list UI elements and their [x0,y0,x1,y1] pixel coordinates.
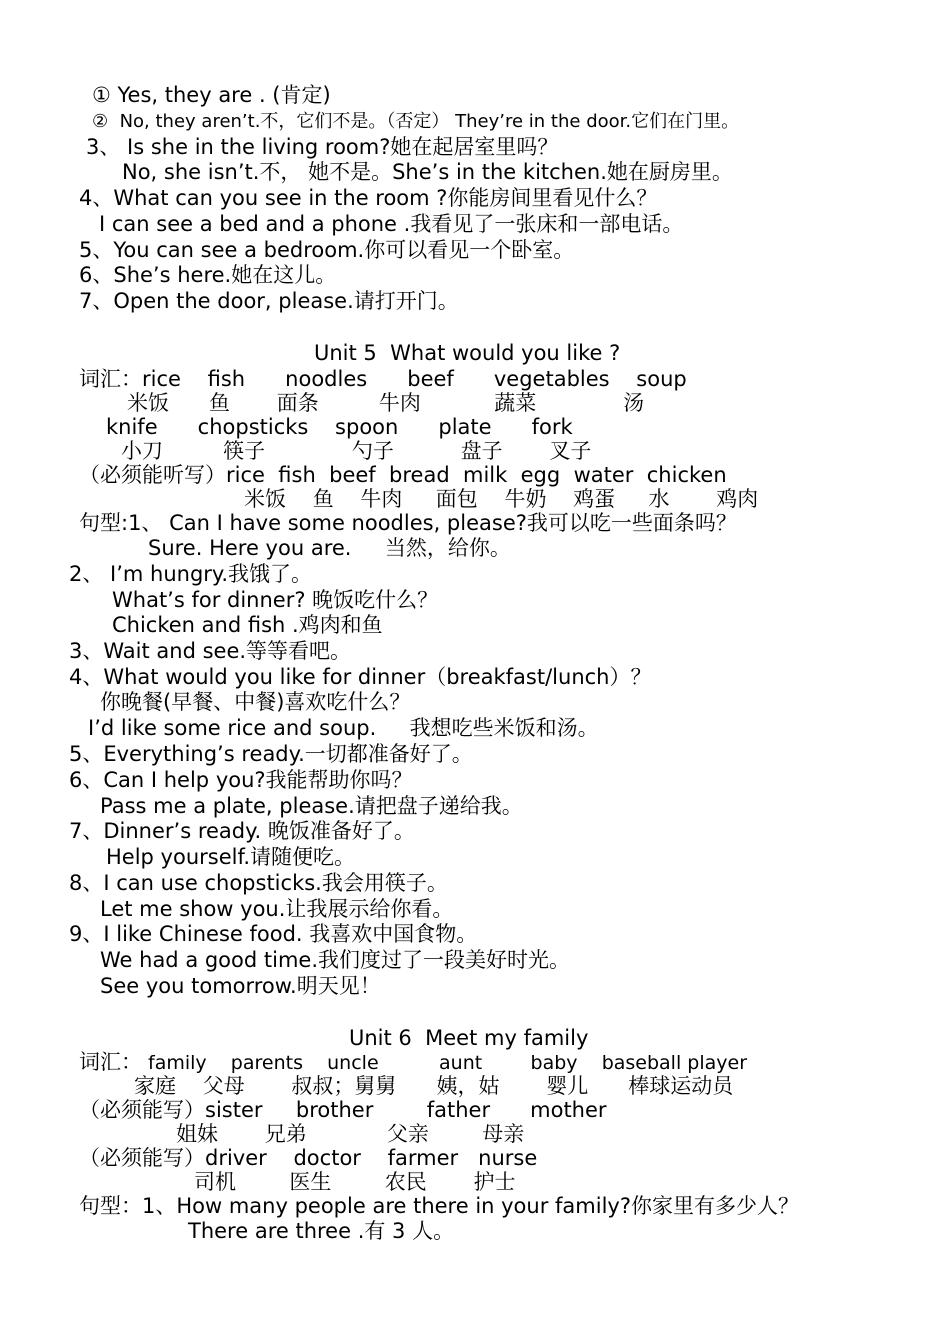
unit5-sentence-4-cn: 你晚餐(早餐、中餐)喜欢吃什么？ [100,690,411,714]
unit6-must-write-1: （必须能写）sister brother father mother [79,1098,607,1122]
sentence-3-answer: No, she isn’t.不， 她不是。She’s in the kitchen.她在厨房里。 [122,160,733,184]
unit6-must-write-2-cn: 司机 医生 农民 护士 [194,1170,516,1194]
unit5-sentence-2-answer: Chicken and fish .鸡肉和鱼 [112,613,383,637]
unit5-sentence-1: 句型:1、 Can I have some noodles, please?我可以吃一些面条吗？ [79,511,737,535]
sentence-4: 4、What can you see in the room ?你能房间里看见什么？ [79,186,658,210]
unit5-sentence-6-answer: Pass me a plate, please.请把盘子递给我。 [100,794,523,818]
unit5-sentence-6: 6、Can I help you?我能帮助你吗？ [69,768,413,792]
unit5-vocab-line-2: knife chopsticks spoon plate fork [106,415,573,439]
unit5-sentence-1-answer: Sure. Here you are. 当然，给你。 [148,536,511,560]
unit6-vocab-cn-1: 家庭 父母 叔叔；舅舅 姨，姑 婴儿 棒球运动员 [134,1074,734,1098]
unit5-vocab-cn-1: 米饭 鱼 面条 牛肉 蔬菜 汤 [127,391,645,415]
unit6-sentence-1-answer: There are three .有 3 人。 [188,1219,455,1243]
sentence-4-answer: I can see a bed and a phone .我看见了一张床和一部电话。 [99,212,684,236]
unit5-dictation-cn: 米饭 鱼 牛肉 面包 牛奶 鸡蛋 水 鸡肉 [244,487,759,511]
unit5-sentence-7-answer: Help yourself.请随便吃。 [106,845,356,869]
unit5-sentence-9-line-2: We had a good time.我们度过了一段美好时光。 [100,948,571,972]
unit5-sentence-5: 5、Everything’s ready.一切都准备好了。 [69,742,473,766]
unit5-vocab-cn-2: 小刀 筷子 勺子 盘子 叉子 [121,439,592,463]
unit5-vocab-line-1: 词汇：rice fish noodles beef vegetables soup [79,367,687,391]
sentence-6: 6、She’s here.她在这儿。 [79,263,337,287]
unit5-title: Unit 5 What would you like ? [314,341,621,365]
unit5-dictation-words: （必须能听写）rice fish beef bread milk egg water chicken [79,463,727,487]
unit6-vocab-line-1: family parents uncle aunt baby baseball player [148,1052,748,1074]
unit6-sentence-1: 句型：1、How many people are there in your family?你家里有多少人？ [79,1194,799,1218]
unit5-sentence-2-question: What’s for dinner? 晚饭吃什么？ [112,588,439,612]
sentence-5: 5、You can see a bedroom.你可以看见一个卧室。 [79,238,575,262]
unit5-sentence-3: 3、Wait and see.等等看吧。 [69,639,352,663]
unit5-sentence-2: 2、 I’m hungry.我饿了。 [69,562,313,586]
unit5-sentence-7: 7、Dinner’s ready. 晚饭准备好了。 [69,819,415,843]
unit6-vocab-label: 词汇： [79,1050,142,1074]
sentence-3: 3、 Is she in the living room?她在起居室里吗？ [86,135,559,159]
unit6-title: Unit 6 Meet my family [349,1026,589,1050]
answer-no: ② No, they aren’t.不，它们不是。（否定） They’re in the door.它们在门里。 [92,111,740,132]
unit6-must-write-2: （必须能写）driver doctor farmer nurse [79,1146,538,1170]
answer-yes: ① Yes, they are . (肯定) [92,83,331,107]
unit5-sentence-8-answer: Let me show you.让我展示给你看。 [100,897,454,921]
unit5-sentence-4-answer: I’d like some rice and soup. 我想吃些米饭和汤。 [88,716,599,740]
unit5-sentence-9-line-3: See you tomorrow.明天见！ [100,974,381,998]
unit5-sentence-4: 4、What would you like for dinner（breakfast/lunch）？ [69,665,652,689]
unit5-sentence-9: 9、I like Chinese food. 我喜欢中国食物。 [69,922,478,946]
unit6-must-write-1-cn: 姐妹 兄弟 父亲 母亲 [176,1122,525,1146]
unit5-sentence-8: 8、I can use chopsticks.我会用筷子。 [69,871,448,895]
sentence-7: 7、Open the door, please.请打开门。 [79,289,459,313]
